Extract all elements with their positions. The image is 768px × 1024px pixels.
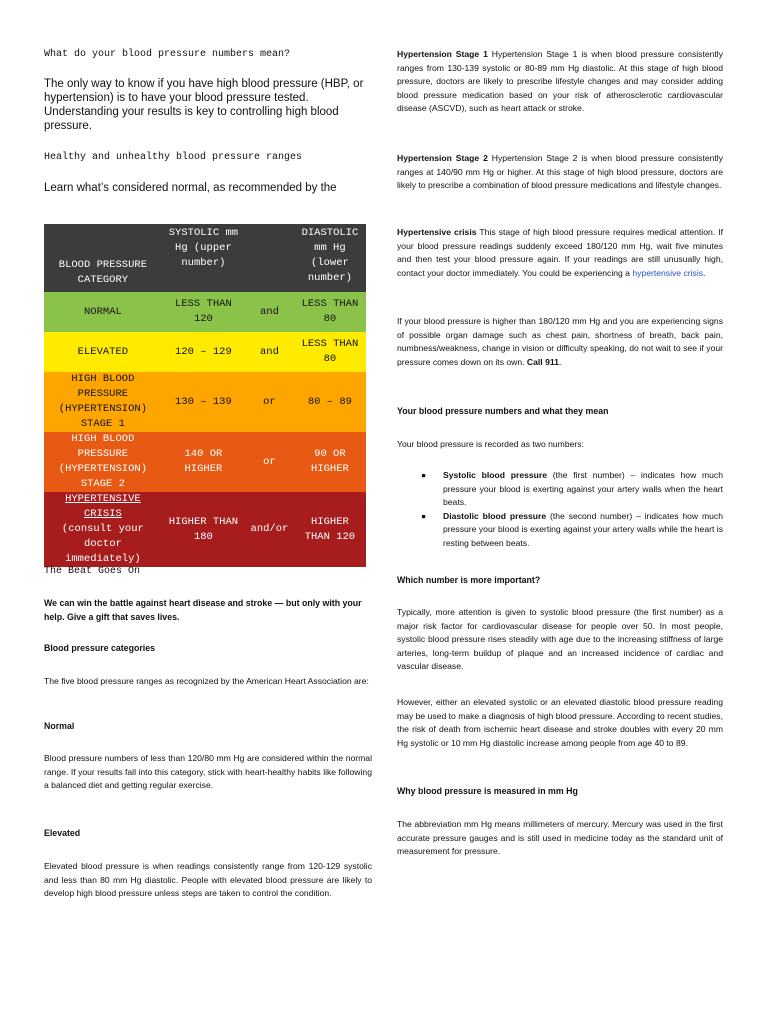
intro-paragraph: The only way to know if you have high blood pressure (HBP, or hypertension) is to have your blood pressure tested. Understanding your results is key to controlling high blood pressure. bbox=[44, 78, 364, 132]
hypertensive-crisis-link[interactable]: hypertensive crisis bbox=[632, 267, 704, 278]
bullet-text: (the second number) – indicates how much pressure your blood is exerting against your artery walls while the heart is resting between beats. bbox=[443, 510, 723, 548]
systolic-cell: 140 OR HIGHER bbox=[184, 448, 223, 475]
elevated-paragraph: Elevated blood pressure is when readings consistently range from 120-129 systolic and less than 80 mm Hg diastolic. People with elevated blood pressure are likely to develop high blood pressure unless steps are taken to control the condition. bbox=[44, 861, 372, 899]
stage2-paragraph bbox=[397, 152, 723, 193]
heading-beat-goes-on: The Beat Goes On bbox=[44, 566, 141, 577]
category-cell: NORMAL bbox=[83, 305, 122, 318]
list-item bbox=[397, 510, 723, 551]
header-systolic: SYSTOLIC mm Hg (upper number) bbox=[168, 227, 239, 269]
crisis-end: . bbox=[703, 267, 706, 278]
crisis-category-note: (consult your doctor immediately) bbox=[61, 523, 144, 565]
heading-bp-categories: Blood pressure categories bbox=[44, 643, 155, 653]
numbers-list bbox=[397, 469, 723, 551]
call-end: . bbox=[558, 356, 562, 367]
higher-text: If your blood pressure is higher than 180/120 mm Hg and you are experiencing signs of possible organ damage such as chest pain, shortness of breath, back pain, numbness/weakness, change in vision or difficulty speaking, do not wait to see if your pressure comes down on its own. bbox=[397, 316, 723, 367]
table-row-stage2 bbox=[44, 432, 366, 492]
stage1-text: Hypertension Stage 1 is when blood pressure consistently ranges from 130-139 systolic or 80-89 mm Hg diastolic. At this stage of high blood pressure, doctors are likely to prescribe lifestyle changes and may consider adding blood pressure medication based on your risk of atherosclerotic cardiovascular disease (ASCVD), such as heart attack or stroke. bbox=[397, 49, 724, 114]
bullet-icon: ● bbox=[421, 510, 427, 521]
table-row-crisis bbox=[44, 492, 366, 567]
crisis-paragraph bbox=[397, 226, 723, 280]
table-row-stage1 bbox=[44, 372, 366, 432]
learn-paragraph: Learn what’s considered normal, as recommended by the bbox=[44, 182, 337, 194]
heading-more-important: Which number is more important? bbox=[397, 575, 541, 585]
bullet-text: (the first number) – indicates how much pressure your blood is exerting against your artery walls when the heart beats. bbox=[443, 470, 723, 508]
stage2-text: Hypertension Stage 2 is when blood pressure consistently ranges at 140/90 mm Hg or higher. At this stage of high blood pressure, doctors are likely to prescribe a combination of blood pressure medications and lifestyle changes. bbox=[397, 153, 724, 191]
stage2-label: Hypertension Stage 2 bbox=[397, 153, 488, 163]
conj-cell: and bbox=[259, 305, 279, 318]
table-header-row bbox=[44, 224, 366, 292]
conj-cell: or bbox=[263, 395, 276, 408]
diastolic-cell: LESS THAN 80 bbox=[301, 298, 359, 325]
diastolic-cell: HIGHER THAN 120 bbox=[304, 515, 356, 543]
heading-numbers-meaning: Your blood pressure numbers and what they mean bbox=[397, 406, 609, 416]
heading-elevated: Elevated bbox=[44, 828, 81, 838]
bullet-icon: ● bbox=[421, 470, 427, 480]
crisis-label: Hypertensive crisis bbox=[397, 227, 477, 237]
table-row-normal bbox=[44, 292, 366, 332]
table-row-elevated bbox=[44, 332, 366, 372]
higher-paragraph bbox=[397, 315, 723, 369]
systolic-cell: HIGHER THAN 180 bbox=[168, 515, 239, 543]
list-item bbox=[397, 469, 723, 510]
diastolic-cell: LESS THAN 80 bbox=[301, 338, 359, 365]
crisis-category-link[interactable]: HYPERTENSIVE CRISIS bbox=[65, 493, 141, 520]
call-911: Call 911 bbox=[526, 356, 559, 367]
categories-paragraph: The five blood pressure ranges as recognized by the American Heart Association are: bbox=[44, 676, 369, 686]
header-blank bbox=[245, 224, 294, 292]
header-category: BLOOD PRESSURE CATEGORY bbox=[58, 259, 147, 286]
however-paragraph: However, either an elevated systolic or an elevated diastolic blood pressure reading may be used to make a diagnosis of high blood pressure. According to recent studies, the risk of death from ischemic heart disease and stroke doubles with every 20 mm Hg systolic or 10 mm Hg diastolic increase among people from age 40 to 89. bbox=[397, 697, 723, 748]
conj-cell: or bbox=[263, 455, 276, 468]
crisis-text: This stage of high blood pressure requires medical attention. If your blood pressure readings suddenly exceed 180/120 mm Hg, wait five minutes and then test your blood pressure again. If your readings are still unusually high, contact your doctor immediately. You could be experiencing a bbox=[397, 227, 723, 278]
systolic-cell: 120 – 129 bbox=[175, 345, 232, 358]
important-paragraph: Typically, more attention is given to systolic blood pressure (the first number) as a major risk factor for cardiovascular disease for people over 50. In most people, systolic blood pressure rises steadily with age due to the increasing stiffness of large arteries, long-term buildup of plaque and an increased incidence of cardiac and vascular disease. bbox=[397, 607, 723, 672]
diastolic-cell: 90 OR HIGHER bbox=[311, 448, 349, 475]
systolic-cell: LESS THAN 120 bbox=[175, 298, 232, 325]
recorded-paragraph: Your blood pressure is recorded as two numbers: bbox=[397, 439, 584, 449]
conj-cell: and bbox=[259, 345, 279, 358]
bullet-label: Systolic blood pressure bbox=[443, 470, 548, 480]
systolic-cell: 130 – 139 bbox=[175, 395, 232, 408]
category-cell: HIGH BLOOD PRESSURE (HYPERTENSION) STAGE 1 bbox=[58, 373, 147, 430]
stage1-paragraph bbox=[397, 48, 723, 116]
beat-paragraph: We can win the battle against heart disease and stroke — but only with your help. Give a gift that saves lives. bbox=[44, 598, 362, 622]
mmhg-paragraph: The abbreviation mm Hg means millimeters of mercury. Mercury was used in the first accurate pressure gauges and is still used in medicine today as the standard unit of measurement for pressure. bbox=[397, 819, 723, 857]
conj-cell: and/or bbox=[250, 523, 289, 535]
blood-pressure-table bbox=[44, 224, 366, 567]
bullet-label: Diastolic blood pressure bbox=[443, 510, 547, 521]
diastolic-cell: 80 – 89 bbox=[307, 395, 352, 408]
stage1-label: Hypertension Stage 1 bbox=[397, 49, 488, 59]
category-cell: ELEVATED bbox=[77, 345, 129, 358]
category-cell bbox=[44, 492, 162, 567]
normal-paragraph: Blood pressure numbers of less than 120/80 mm Hg are considered within the normal range. If your results fall into this category, stick with heart-healthy habits like following a balanced diet and getting regular exercise. bbox=[44, 753, 372, 791]
heading-normal: Normal bbox=[44, 721, 75, 731]
heading-ranges: Healthy and unhealthy blood pressure ranges bbox=[44, 152, 303, 163]
heading-mmhg: Why blood pressure is measured in mm Hg bbox=[397, 786, 578, 796]
header-diastolic: DIASTOLIC mm Hg (lower number) bbox=[301, 227, 359, 284]
heading-what-numbers-mean: What do your blood pressure numbers mean? bbox=[44, 49, 291, 60]
category-cell: HIGH BLOOD PRESSURE (HYPERTENSION) STAGE 2 bbox=[58, 433, 147, 490]
